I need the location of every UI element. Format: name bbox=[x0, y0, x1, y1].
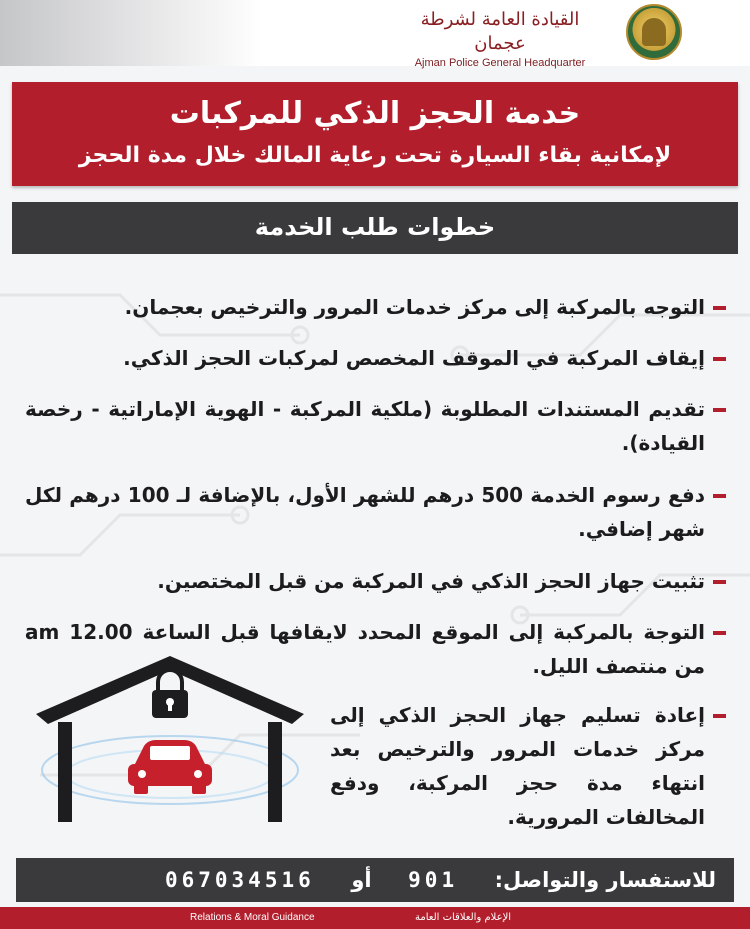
police-emblem-icon bbox=[626, 4, 682, 60]
footer-band bbox=[0, 907, 750, 929]
brand-name-en: Ajman Police General Headquarter bbox=[414, 57, 586, 69]
title-banner bbox=[12, 82, 738, 186]
padlock-icon bbox=[152, 670, 188, 718]
contact-phone-long[interactable]: 067034516 bbox=[164, 868, 315, 892]
contact-info bbox=[16, 864, 716, 896]
step-bullet bbox=[713, 494, 726, 498]
page-title: خدمة الحجز الذكي للمركبات bbox=[169, 96, 581, 131]
step-bullet bbox=[713, 408, 726, 412]
car-icon bbox=[128, 740, 212, 794]
step-bullet bbox=[713, 306, 726, 310]
step-item-6: التوجة بالمركبة إلى الموقع المحدد لايقافها قبل الساعة 12.00 am من منتصف الليل. bbox=[25, 620, 705, 678]
steps-heading-band bbox=[12, 202, 738, 254]
step-bullet bbox=[713, 580, 726, 584]
brand-name-ar: القيادة العامة لشرطة عجمان bbox=[420, 9, 580, 54]
step-item-5: تثبيت جهاز الحجز الذكي في المركبة من قبل المختصين. bbox=[157, 569, 705, 593]
contact-separator: أو bbox=[351, 868, 372, 892]
contact-band bbox=[16, 858, 734, 902]
step-bullet bbox=[713, 714, 726, 718]
footer-department-en: Relations & Moral Guidance bbox=[190, 912, 315, 923]
contact-label: للاستفسار والتواصل: bbox=[494, 868, 716, 892]
brand-logo bbox=[400, 8, 600, 70]
step-item-4: دفع رسوم الخدمة 500 درهم للشهر الأول، بالإضافة لـ 100 درهم لكل شهر إضافي. bbox=[25, 483, 705, 541]
step-bullet bbox=[713, 631, 726, 635]
page-subtitle: لإمكانية بقاء السيارة تحت رعاية المالك خلال مدة الحجز bbox=[78, 143, 672, 168]
contact-phone-short[interactable]: 901 bbox=[408, 868, 459, 892]
step-item-2: إيقاف المركبة في الموقف المخصص لمركبات الحجز الذكي. bbox=[123, 346, 705, 370]
steps-heading: خطوات طلب الخدمة bbox=[254, 213, 496, 241]
step-item-3: تقديم المستندات المطلوبة (ملكية المركبة - الهوية الإماراتية - رخصة القيادة). bbox=[25, 397, 705, 455]
step-bullet bbox=[713, 357, 726, 361]
step-item-1: التوجه بالمركبة إلى مركز خدمات المرور والترخيص بعجمان. bbox=[124, 295, 705, 319]
emblem-falcon-shape bbox=[642, 18, 666, 46]
step-item-7: إعادة تسليم جهاز الحجز الذكي إلى مركز خدمات المرور والترخيص بعد انتهاء مدة حجز المركبة، ودفع المخالفات المرورية. bbox=[330, 703, 705, 829]
footer-department-ar: الإعلام والعلاقات العامة bbox=[415, 912, 512, 923]
garage-icon bbox=[30, 650, 310, 830]
